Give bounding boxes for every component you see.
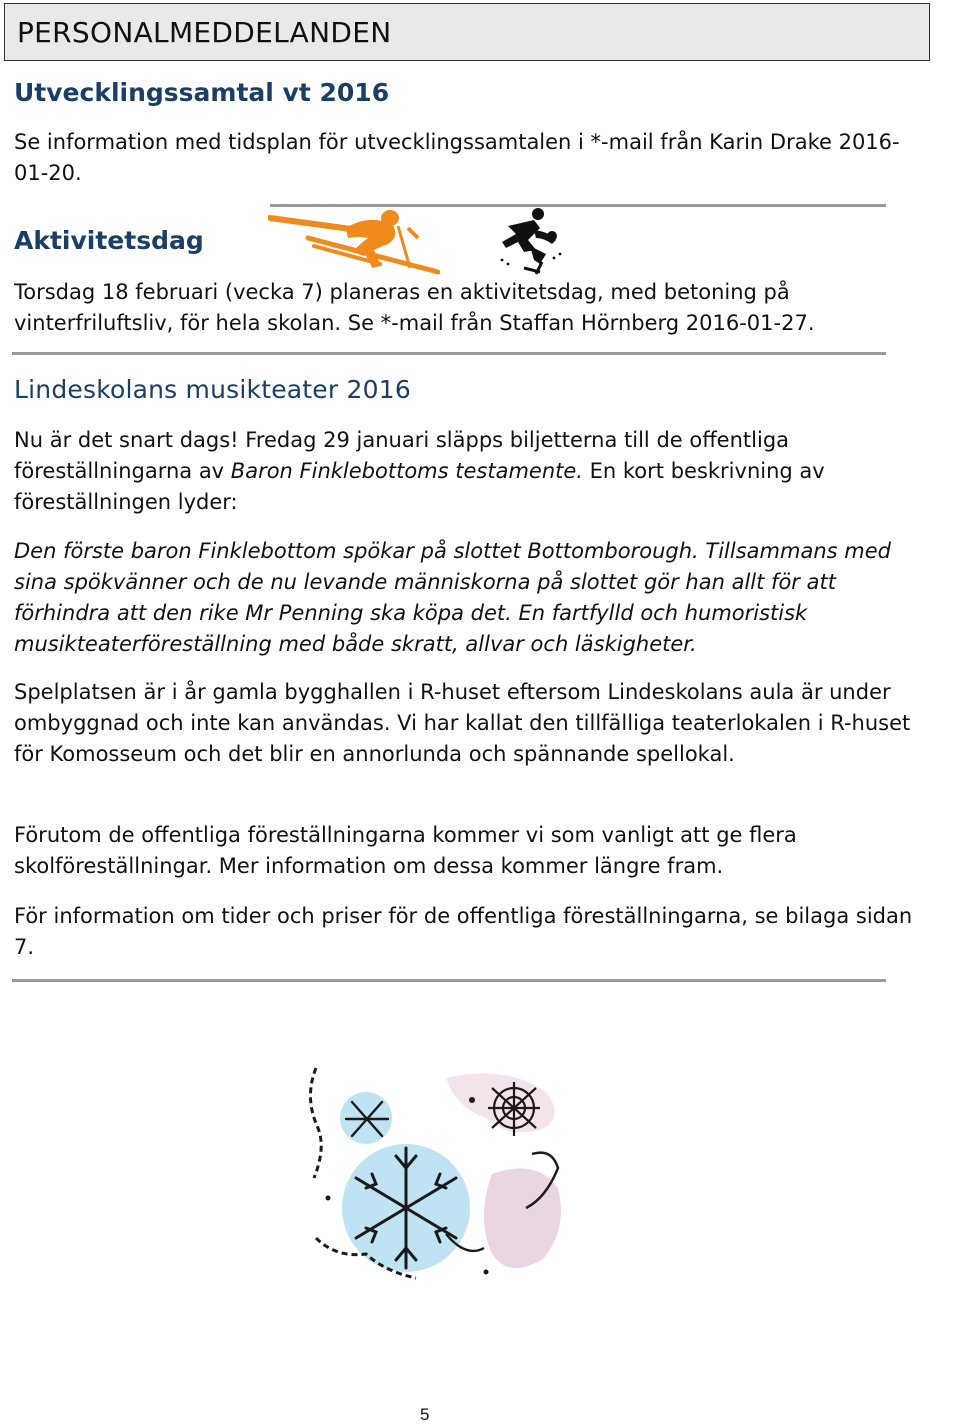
dev-talks-heading: Utvecklingssamtal vt 2016 (14, 78, 390, 107)
theater-intro-end: En kort beskrivning av föreställningen lyder: (14, 459, 825, 514)
activity-day-heading: Aktivitetsdag (14, 226, 204, 255)
theater-intro (14, 425, 926, 518)
snowflakes-clipart (296, 1058, 596, 1290)
skier-clipart (268, 208, 440, 278)
divider-rule (270, 204, 886, 207)
divider-rule (12, 979, 886, 982)
divider-rule (12, 352, 886, 355)
theater-heading: Lindeskolans musikteater 2016 (14, 375, 411, 404)
skater-clipart (494, 206, 566, 278)
activity-day-text: Torsdag 18 februari (vecka 7) planeras en aktivitetsdag, med betoning på vinterfriluftsliv, för hela skolan. Se *-mail från Staffan Hörnberg 2016-01-27. (14, 280, 815, 335)
page-banner (4, 3, 930, 61)
theater-school-shows: Förutom de offentliga föreställningarna kommer vi som vanligt att ge flera skolföreställningar. Mer information om dessa kommer längre fram. (14, 823, 797, 878)
banner-title: PERSONALMEDDELANDEN (17, 16, 392, 49)
theater-venue: Spelplatsen är i år gamla bygghallen i R-huset eftersom Lindeskolans aula är under ombyggnad och inte kan användas. Vi har kallat den tillfälliga teaterlokalen i R-huset för Komosseum och det blir en annorlunda och spännande spellokal. (14, 680, 911, 766)
theater-synopsis: Den förste baron Finklebottom spökar på slottet Bottomborough. Tillsammans med sina spökvänner och de nu levande människorna på slottet gör han allt för att förhindra att den rike Mr Penning ska köpa det. En fartfylld och humoristisk musikteaterföreställning med både skratt, allvar och läskigheter. (14, 539, 891, 656)
play-title: Baron Finklebottoms testamente. (230, 459, 583, 483)
dev-talks-text: Se information med tidsplan för utvecklingssamtalen i *-mail från Karin Drake 2016-01-20. (14, 130, 900, 185)
page-number: 5 (420, 1405, 430, 1424)
theater-intro-lead: Nu är det snart dags! (14, 428, 239, 452)
theater-pricing: För information om tider och priser för de offentliga föreställningarna, se bilaga sidan 7. (14, 904, 913, 959)
theater-intro-middle: Fredag 29 januari släpps biljetterna till de offentliga föreställningarna av (14, 428, 790, 483)
